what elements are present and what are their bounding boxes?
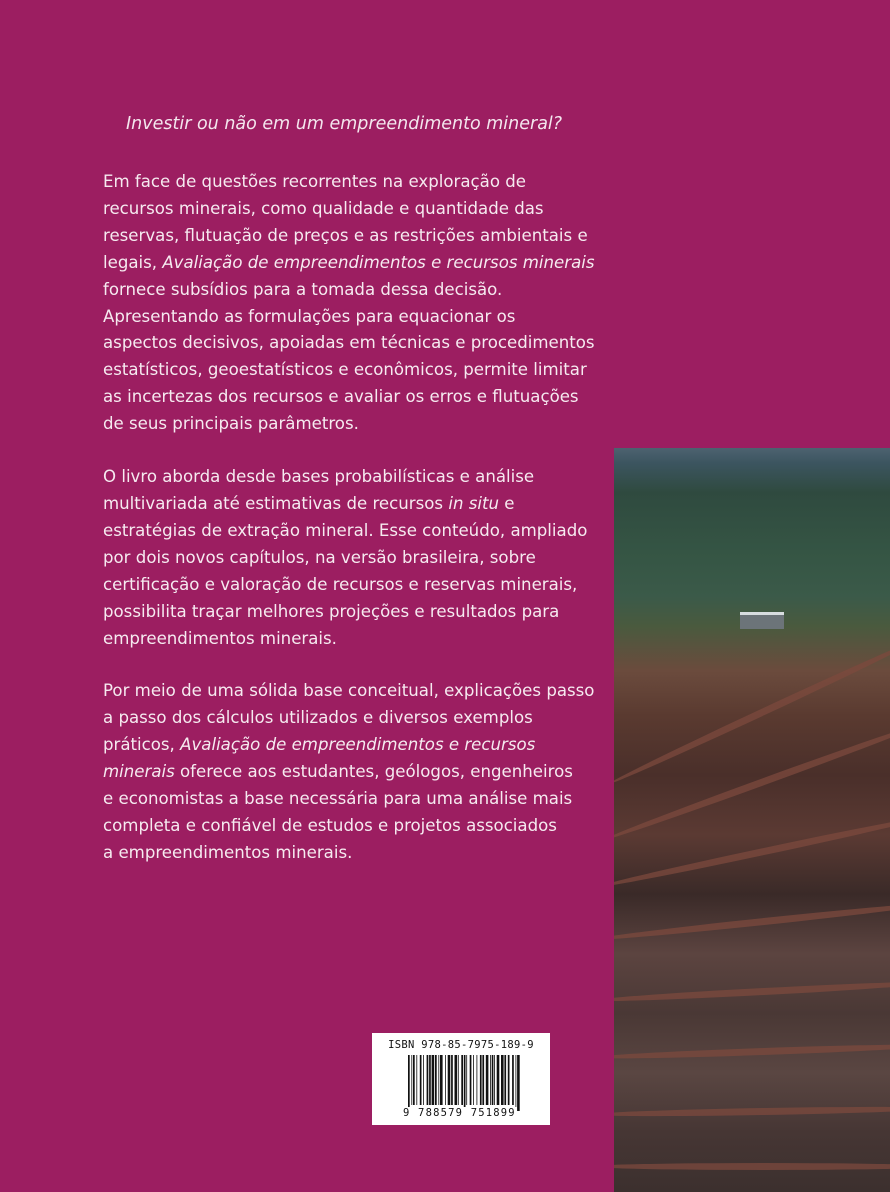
terrace	[614, 979, 890, 1004]
text-segment: e	[499, 493, 515, 513]
text-segment: multivariada até estimativas de recursos	[103, 493, 449, 513]
isbn-label: ISBN 978-85-7975-189-9	[388, 1039, 534, 1051]
barcode-bar	[508, 1055, 510, 1105]
mine-photo	[614, 448, 890, 1192]
text-segment: fornece subsídios para a tomada dessa decisão.	[103, 279, 503, 299]
text-segment: estratégias de extração mineral. Esse conteúdo, ampliado	[103, 520, 588, 540]
text-segment: a empreendimentos minerais.	[103, 842, 353, 862]
barcode-bar	[490, 1055, 491, 1105]
terrace	[614, 1163, 890, 1170]
cover-blurb	[103, 169, 595, 893]
barcode-bar	[504, 1055, 506, 1105]
text-segment: aspectos decisivos, apoiadas em técnicas e procedimentos	[103, 333, 595, 353]
barcode-bar	[477, 1055, 478, 1105]
isbn-barcode-box	[372, 1033, 550, 1125]
text-line	[103, 705, 583, 732]
barcode-bar	[517, 1055, 520, 1111]
text-segment: de seus principais parâmetros.	[103, 414, 359, 434]
text-segment: O livro aborda desde bases probabilísticas e análise	[103, 467, 535, 487]
barcode-bar	[429, 1055, 431, 1105]
text-line	[103, 840, 583, 867]
text-line	[103, 491, 583, 518]
barcode-bar	[486, 1055, 489, 1105]
text-segment: as incertezas dos recursos e avaliar os erros e flutuações	[103, 387, 579, 407]
barcode-bar	[470, 1055, 472, 1105]
text-segment: recursos minerais, como qualidade e quantidade das	[103, 198, 544, 218]
italic-title-text: Avaliação de empreendimentos e recursos minerais	[162, 252, 595, 272]
barcode-bar	[455, 1055, 458, 1105]
barcode-bar	[413, 1055, 415, 1105]
barcode-bar	[448, 1055, 451, 1105]
paragraph	[103, 169, 595, 438]
barcode-bar	[408, 1055, 410, 1111]
text-segment: por dois novos capítulos, na versão brasileira, sobre	[103, 547, 536, 567]
barcode-bar	[438, 1055, 439, 1105]
barcode-bar	[411, 1055, 412, 1105]
ean-digits: 9 788579 751899	[403, 1107, 516, 1119]
paragraph	[103, 464, 588, 652]
barcode-bar	[473, 1055, 474, 1105]
barcode-bar	[440, 1055, 443, 1105]
text-line	[103, 223, 588, 250]
paragraph	[103, 678, 595, 866]
barcode-bar	[516, 1055, 517, 1111]
barcode-bar	[445, 1055, 446, 1105]
barcode-bar	[451, 1055, 453, 1105]
italic-title-text: minerais	[103, 762, 175, 782]
text-line	[103, 357, 587, 384]
text-line	[103, 732, 583, 759]
text-line	[103, 169, 583, 196]
text-segment: empreendimentos minerais.	[103, 628, 337, 648]
barcode-bar	[420, 1055, 422, 1105]
terrace	[614, 1105, 890, 1118]
text-segment: Por meio de uma sólida base conceitual, explicações passo	[103, 681, 595, 701]
text-segment: legais,	[103, 252, 163, 272]
barcode-bar	[461, 1055, 463, 1105]
barcode-bar	[466, 1055, 467, 1105]
terrace	[614, 813, 890, 891]
text-line	[103, 786, 583, 813]
text-segment: estatísticos, geoestatísticos e econômicos, permite limitar	[103, 360, 587, 380]
barcode-bar	[423, 1055, 424, 1105]
text-line	[103, 411, 583, 438]
text-line	[103, 572, 583, 599]
barcode-bar	[458, 1055, 459, 1105]
text-line	[103, 626, 583, 653]
text-line	[103, 464, 583, 491]
text-line	[103, 330, 595, 357]
text-line	[103, 759, 583, 786]
text-segment: completa e confiável de estudos e projetos associados	[103, 815, 557, 835]
terrace	[614, 720, 890, 843]
text-line	[103, 250, 595, 277]
barcode	[408, 1055, 520, 1111]
text-line	[103, 518, 588, 545]
barcode-bar	[497, 1055, 500, 1105]
barcode-bar	[432, 1055, 435, 1105]
text-line	[103, 813, 583, 840]
text-segment: possibilita traçar melhores projeções e resultados para	[103, 601, 560, 621]
building-shape	[740, 612, 784, 629]
text-segment: oferece aos estudantes, geólogos, engenheiros	[174, 762, 573, 782]
text-line	[103, 384, 583, 411]
barcode-bar	[492, 1055, 494, 1105]
text-line	[103, 277, 583, 304]
barcode-bar	[512, 1055, 514, 1105]
text-segment: Apresentando as formulações para equacionar os	[103, 306, 516, 326]
terrace	[614, 900, 890, 943]
barcode-bar	[482, 1055, 484, 1105]
text-line	[103, 196, 583, 223]
barcode-bar	[464, 1055, 466, 1111]
tagline-question: Investir ou não em um empreendimento mineral?	[126, 114, 563, 134]
terrace	[614, 636, 890, 786]
text-line	[103, 678, 595, 705]
barcode-bar	[494, 1055, 495, 1105]
italic-title-text: Avaliação de empreendimentos e recursos	[180, 735, 536, 755]
text-segment: reservas, flutuação de preços e as restrições ambientais e	[103, 225, 588, 245]
text-segment: Em face de questões recorrentes na exploração de	[103, 172, 526, 191]
barcode-bar	[416, 1055, 417, 1105]
italic-title-text: in situ	[448, 493, 500, 513]
text-segment: a passo dos cálculos utilizados e diversos exemplos	[103, 708, 533, 728]
text-line	[103, 599, 583, 626]
barcode-bar	[435, 1055, 437, 1105]
barcode-bar	[480, 1055, 482, 1105]
barcode-bar	[501, 1055, 504, 1105]
text-segment: e economistas a base necessária para uma análise mais	[103, 789, 573, 809]
text-segment: práticos,	[103, 735, 181, 755]
barcode-bar	[427, 1055, 429, 1105]
text-line	[103, 304, 583, 331]
text-line	[103, 545, 583, 572]
text-segment: certificação e valoração de recursos e reservas minerais,	[103, 574, 578, 594]
terrace	[614, 1042, 890, 1061]
